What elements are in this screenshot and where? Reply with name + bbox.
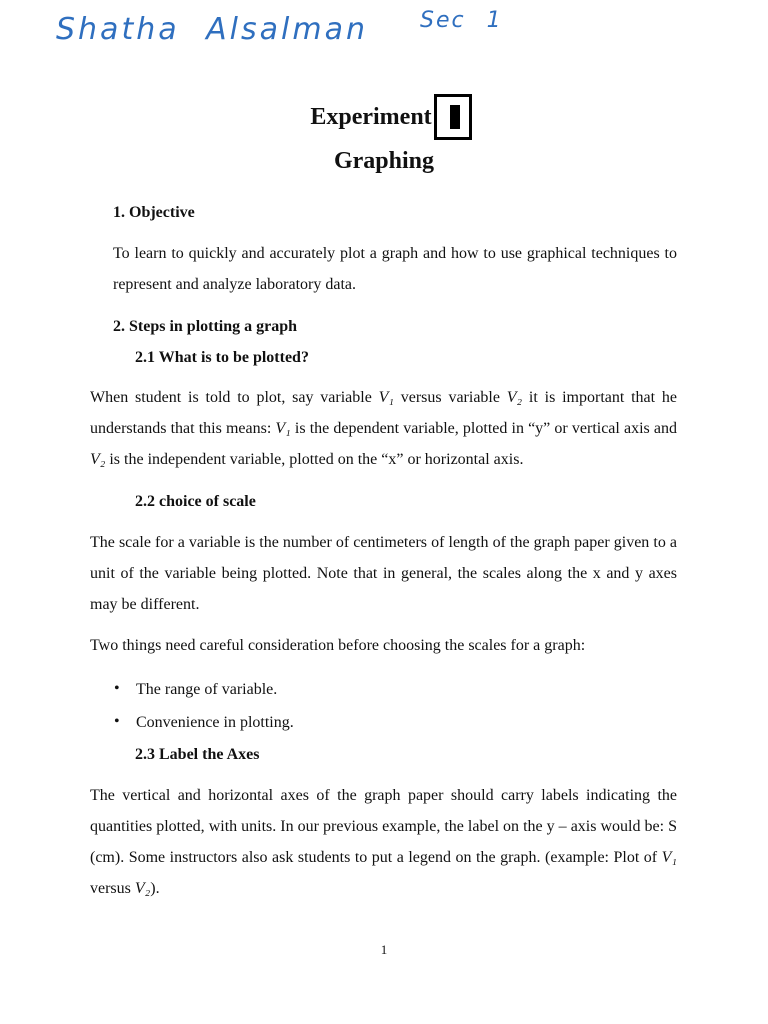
redacted-number-box — [434, 94, 472, 140]
section-2-1-paragraph: When student is told to plot, say variable V₁ versus variable V₂ it is important that he understands that this means: V₁ is the dependent variable, plotted in “y” or vertical axis and V₂ is the independent variable, plotted on the “x” or horizontal axis. — [90, 389, 678, 468]
objective-paragraph: To learn to quickly and accurately plot a graph and how to use graphical techniques to represent and analyze laboratory data. — [113, 245, 677, 293]
section-2-1-heading: 2.1 What is to be plotted? — [135, 349, 309, 366]
variable-v1: V₁ — [661, 849, 677, 866]
scale-considerations-intro: Two things need careful consideration before choosing the scales for a graph: — [90, 637, 586, 654]
bullet-icon: • — [114, 680, 120, 697]
bullet-icon: • — [114, 713, 120, 730]
document-subtitle: Graphing — [333, 148, 435, 174]
handwritten-section: Sec 1 — [420, 8, 503, 33]
variable-v1: V₁ — [275, 420, 291, 437]
title-text: Experiment — [310, 103, 432, 130]
variable-v2: V₂ — [506, 389, 523, 406]
bullet-item: Convenience in plotting. — [136, 714, 294, 731]
section-2-heading: 2. Steps in plotting a graph — [113, 318, 298, 335]
label-axes-paragraph: The vertical and horizontal axes of the graph paper should carry labels indicating the quantities plotted, with units. In our previous example, the label on the y – axis would be: S (cm). Some instructors also ask students to put a legend on the graph. (example: Plot of V₁ versus V₂). — [90, 787, 677, 897]
variable-v2: V₂ — [90, 451, 106, 468]
handwritten-name: Shatha Alsalman — [56, 12, 368, 47]
document-title — [0, 94, 768, 140]
section-2-2-heading: 2.2 choice of scale — [135, 493, 256, 510]
page-number: 1 — [380, 942, 388, 957]
section-2-3-heading: 2.3 Label the Axes — [135, 746, 260, 763]
section-1-heading: 1. Objective — [113, 204, 195, 221]
variable-v1: V₁ — [378, 389, 394, 406]
bullet-item: The range of variable. — [136, 681, 278, 698]
variable-v2: V₂ — [134, 880, 151, 897]
scale-paragraph: The scale for a variable is the number of centimeters of length of the graph paper given to a unit of the variable being plotted. Note that in general, the scales along the x and y axes may be different. — [90, 534, 677, 613]
